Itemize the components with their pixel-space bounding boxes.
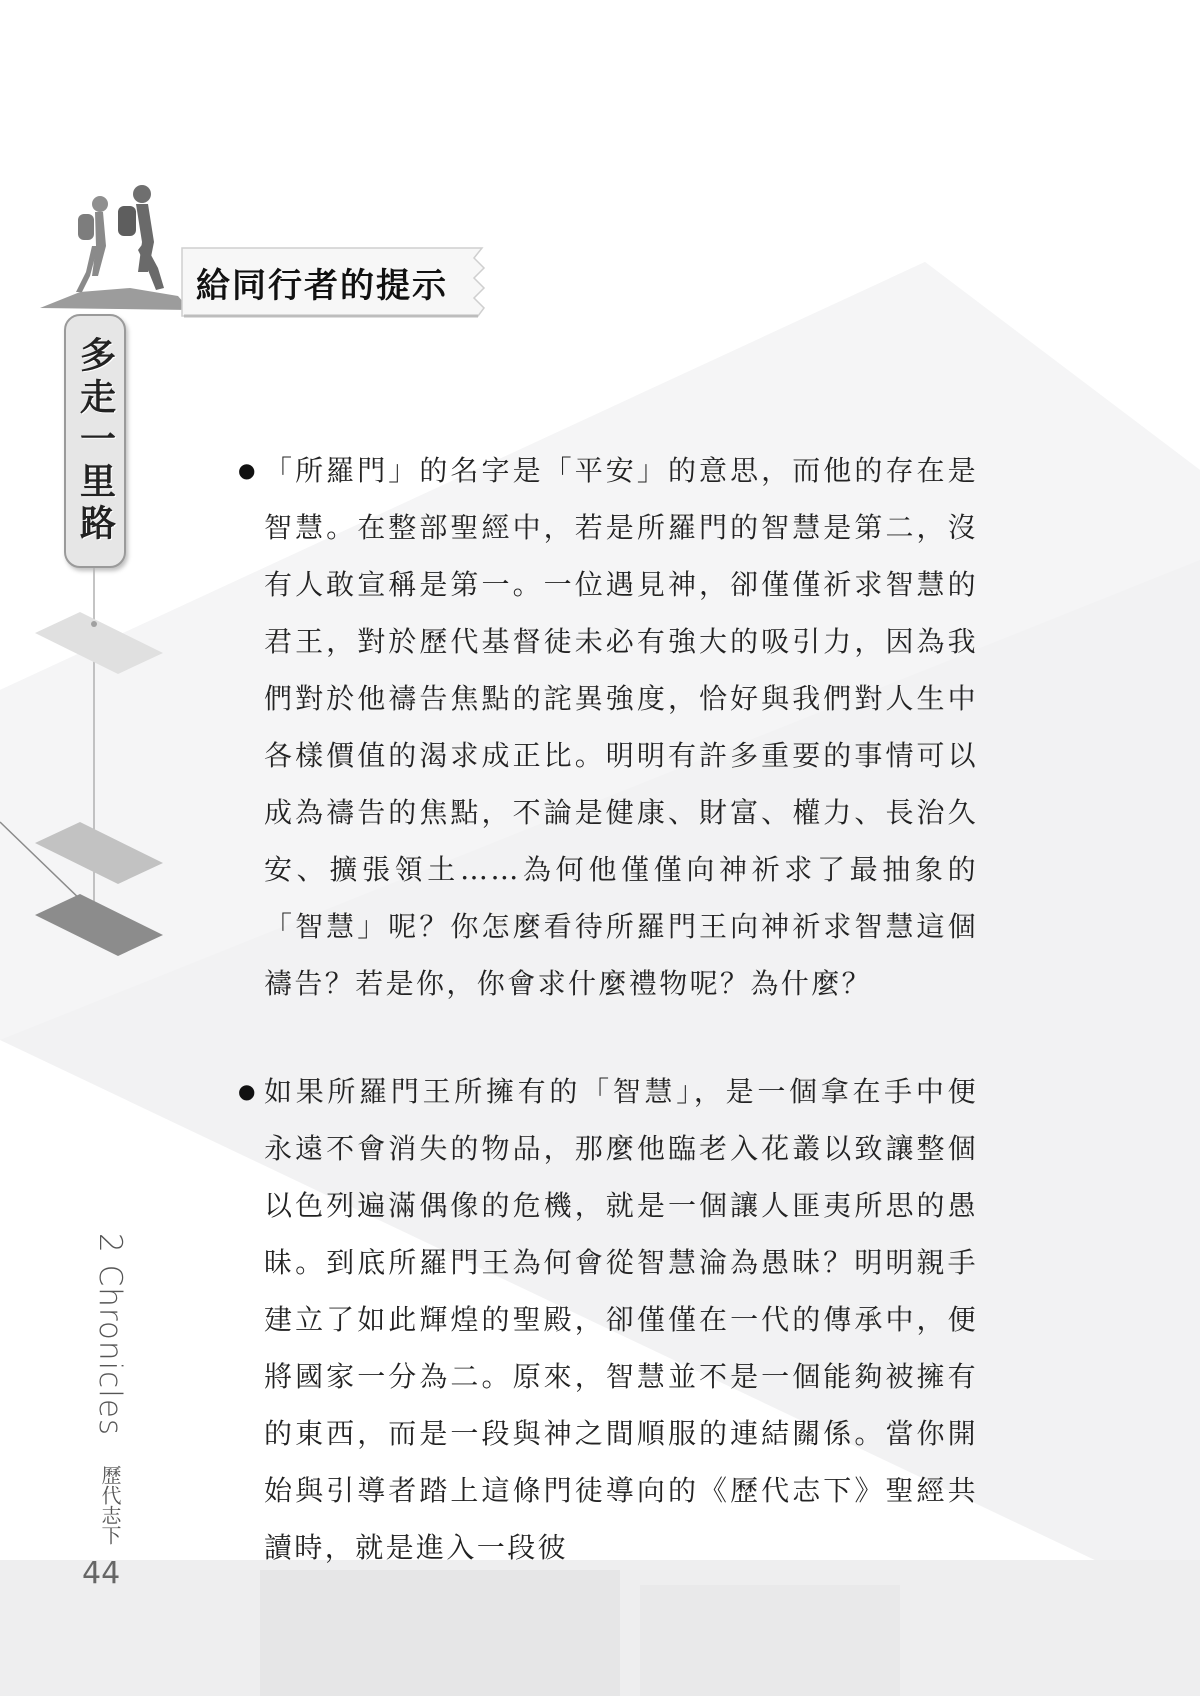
bullet-dot-icon: ●: [238, 1079, 258, 1103]
book-title-zh: 歷代志下: [98, 1465, 122, 1546]
section-title: 給同行者的提示: [196, 266, 448, 306]
paragraph-text: 「所羅門」的名字是「平安」的意思，而他的存在是智慧。在整部聖經中，若是所羅門的智慧是第二，沒有人敢宣稱是第一。一位遇見神，卻僅僅祈求智慧的君王，對於歷代基督徒未必有強大的吸引力，因為我們對於他禱告焦點的詫異強度，恰好與我們對人生中各樣價值的渴求成正比。明明有許多重要的事情可以成為禱告的焦點，不論是健康、財富、權力、長治久安、擴張領土……為何他僅僅向神祈求了最抽象的「智慧」呢？你怎麼看待所羅門王向神祈求智慧這個禱告？若是你，你會求什麼禮物呢？為什麼？: [264, 454, 978, 1000]
paragraph-text: 如果所羅門王所擁有的「智慧」，是一個拿在手中便永遠不會消失的物品，那麼他臨老入花叢以致讓整個以色列遍滿偶像的危機，就是一個讓人匪夷所思的愚昧。到底所羅門王為何會從智慧淪為愚昧？明明親手建立了如此輝煌的聖殿，卻僅僅在一代的傳承中，便將國家一分為二。原來，智慧並不是一個能夠被擁有的東西，而是一段與神之間順服的連結關係。當你開始與引導者踏上這條門徒導向的《歷代志下》聖經共讀時，就是進入一段彼: [264, 1075, 978, 1564]
decorative-planes: [0, 560, 175, 960]
book-title-en: 2 Chronicles: [92, 1233, 128, 1437]
running-footer: [92, 1233, 128, 1545]
side-label: 多走一里路: [64, 314, 126, 568]
body-text: [238, 442, 978, 1576]
paragraph: [238, 1063, 978, 1576]
page-number: 44: [82, 1556, 121, 1591]
bullet-dot-icon: ●: [238, 458, 258, 482]
paragraph: [238, 442, 978, 1012]
hikers-silhouette-icon: [40, 180, 190, 315]
